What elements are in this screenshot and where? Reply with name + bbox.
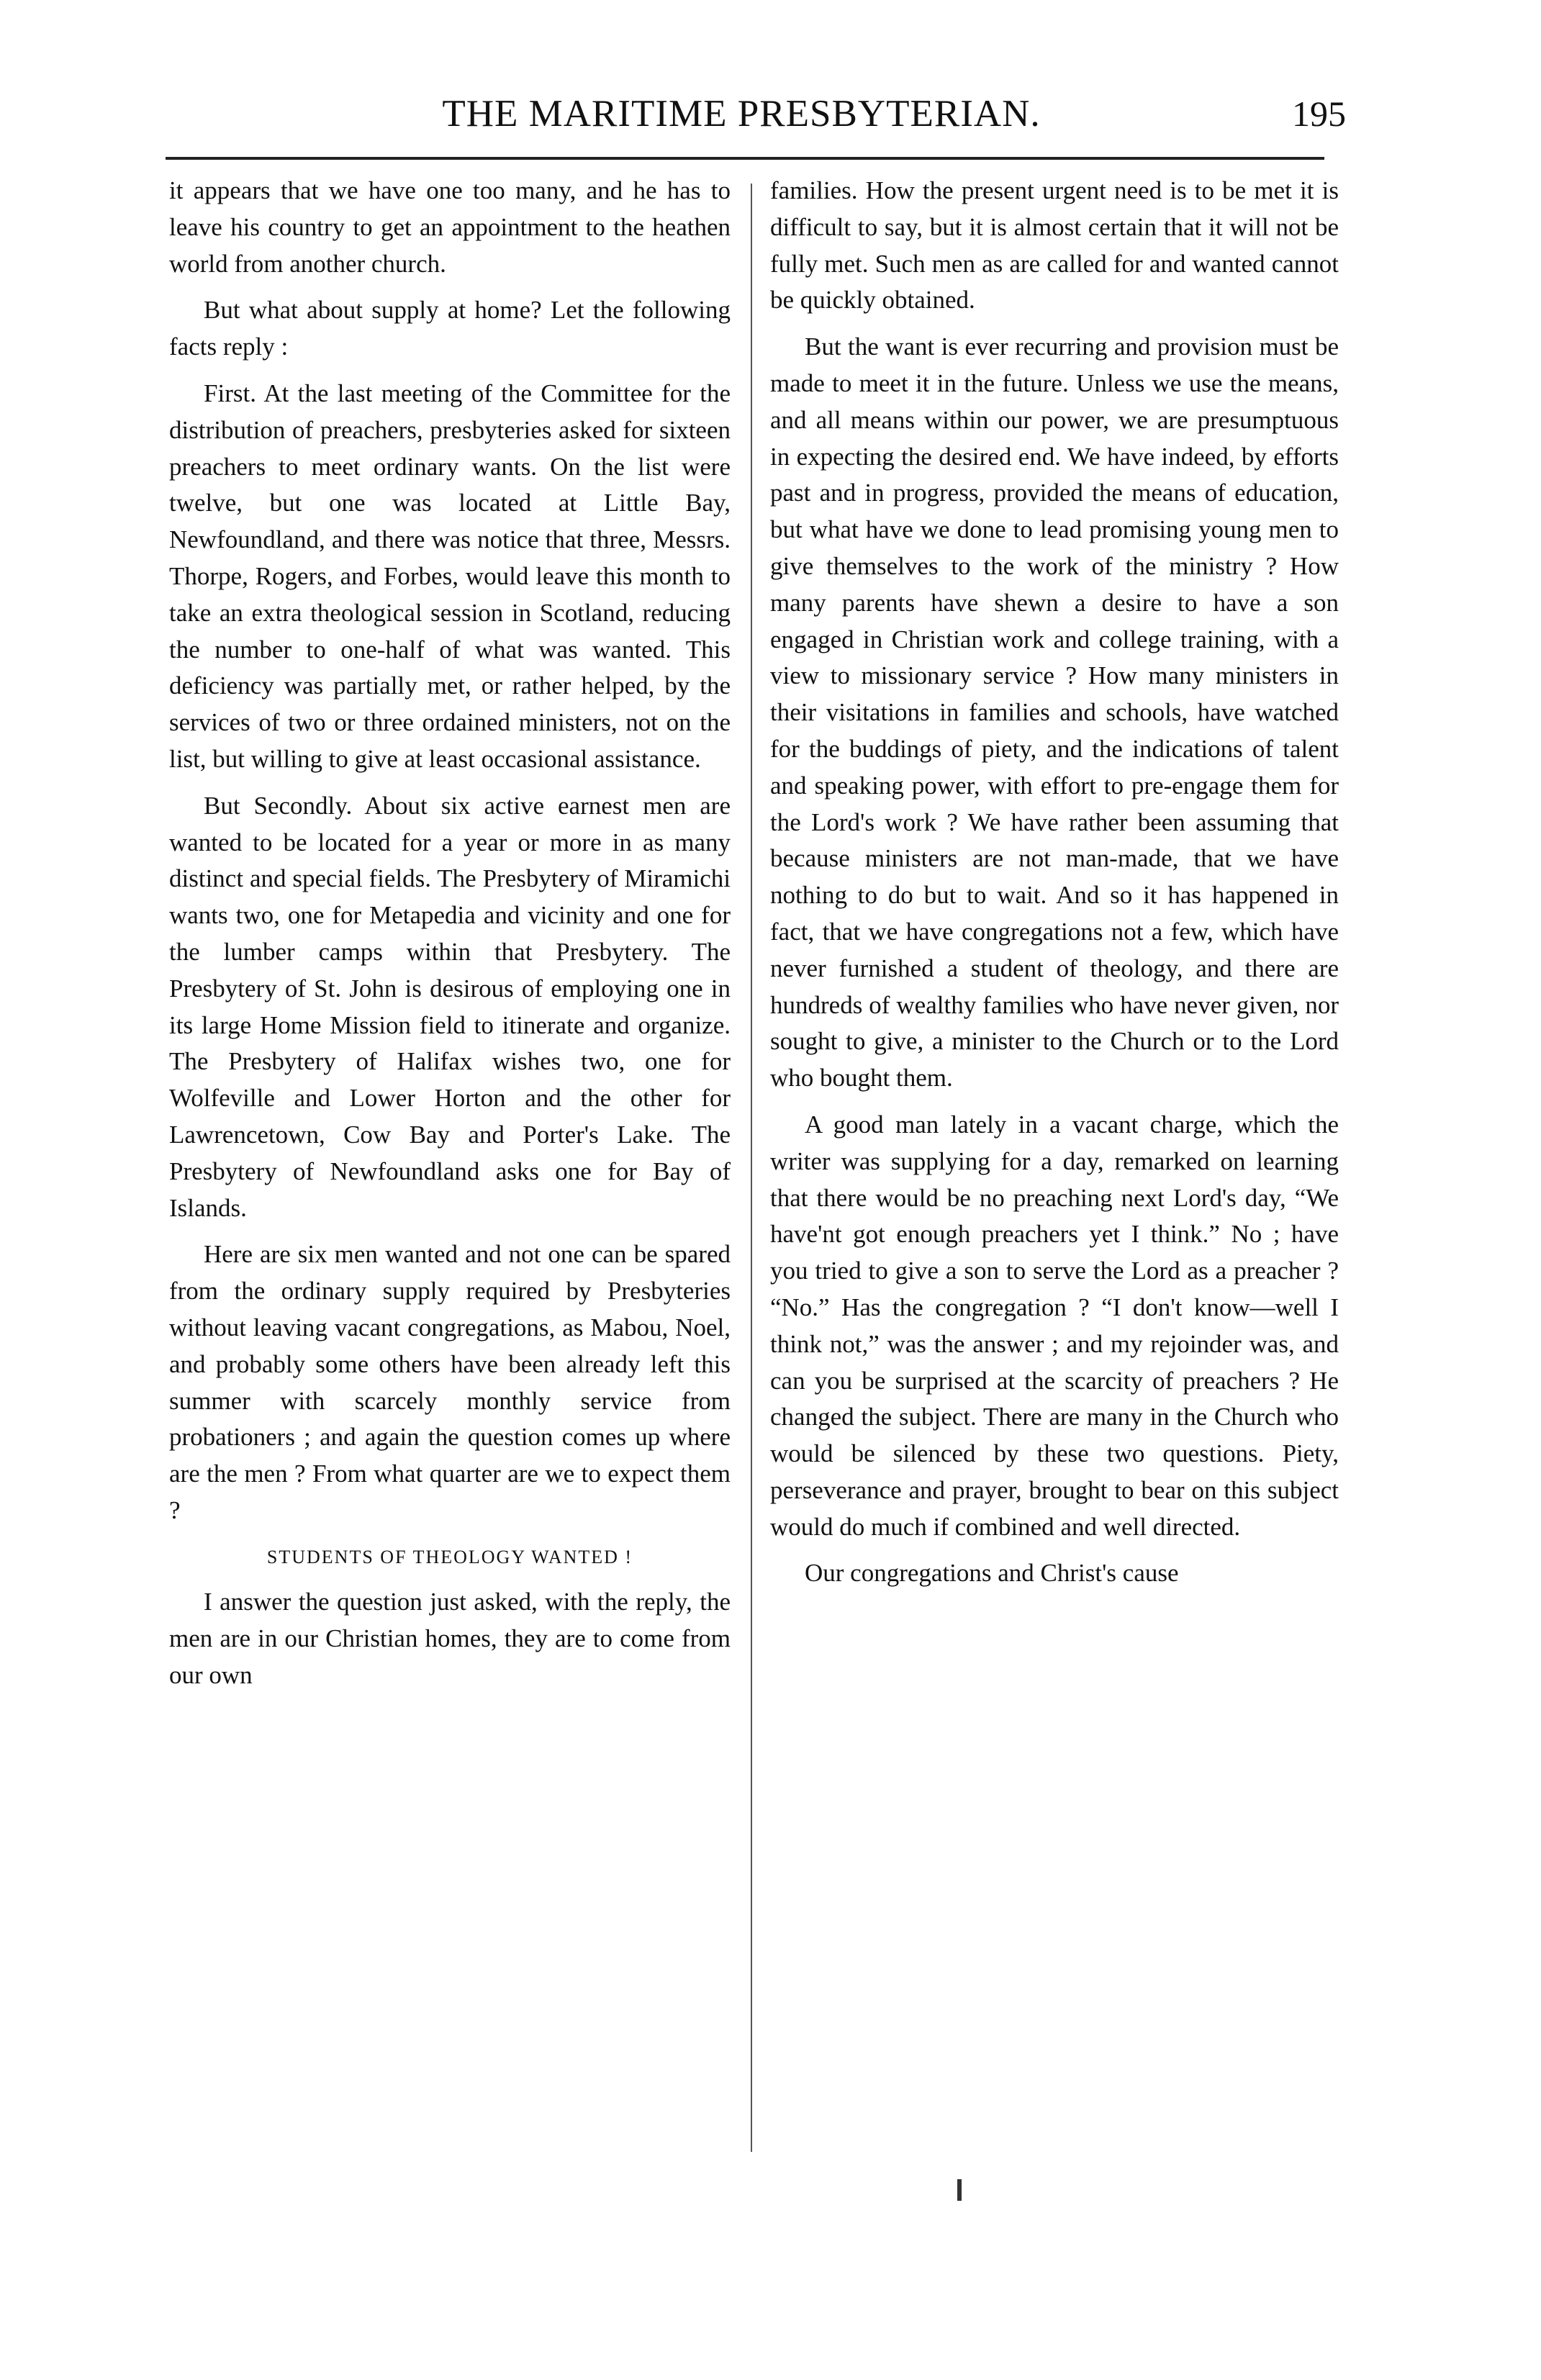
paragraph: I answer the question just asked, with the reply, the men are in our Christian homes, they are to come from our own xyxy=(169,1588,731,1690)
page-header xyxy=(166,85,1346,142)
running-title: THE MARITIME PRESBYTERIAN. xyxy=(442,93,1041,135)
left-column xyxy=(169,173,731,1704)
paragraph: But the want is ever recurring and provision must be made to meet it in the future. Unless we use the means, and all means within our power, we are presumptuous in expecting the desired end. We have indeed, by efforts past and in progress, provided the means of education, but what have we done to lead promising young men to give themselves to the work of the ministry ? How many parents have shewn a desire to have a son engaged in Christian work and college training, with a view to missionary service ? How many ministers in their visitations in families and schools, have watched for the buddings of piety, and the indications of talent and speaking power, with effort to pre-engage them for the Lord's work ? We have rather been assuming that because ministers are not man-made, that we have nothing to do but to wait. And so it has happened in fact, that we have congregations not a few, which have never furnished a student of theology, and there are hundreds of wealthy families who have never given, nor sought to give, a minister to the Church or to the Lord who bought them. xyxy=(770,332,1339,1092)
paragraph: Our congregations and Christ's cause xyxy=(805,1559,1179,1588)
paragraph: it appears that we have one too many, and he has to leave his country to get an appointment to the heathen world from another church. xyxy=(169,176,731,278)
header-rule xyxy=(166,157,1324,160)
paragraph: But Secondly. About six active earnest men are wanted to be located for a year or more in as many distinct and special fields. The Presbytery of Miramichi wants two, one for Metapedia and vicinity and one for the lumber camps within that Presbytery. The Presbytery of St. John is desirous of employing one in its large Home Mission field to itinerate and organize. The Presbytery of Halifax wishes two, one for Wolfeville and Lower Horton and the other for Lawrencetown, Cow Bay and Porter's Lake. The Presbytery of Newfoundland asks one for Bay of Islands. xyxy=(169,791,731,1222)
page-number: 195 xyxy=(1292,94,1346,134)
paragraph: families. How the present urgent need is to be met it is difficult to say, but it is almost certain that it will not be fully met. Such men as are called for and wanted cannot be quickly obtained. xyxy=(770,176,1339,315)
right-column xyxy=(770,173,1339,1602)
paragraph: First. At the last meeting of the Committee for the distribution of preachers, presbyteries asked for sixteen preachers to meet ordinary wants. On the list were twelve, but one was located at Little Bay, Newfoundland, and there was notice that three, Messrs. Thorpe, Rogers, and Forbes, would leave this month to take an extra theological session in Scotland, reducing the number to one-half of what was wanted. This deficiency was partially met, or rather helped, by the services of two or three ordained ministers, not on the list, but willing to give at least occasional assistance. xyxy=(169,379,731,773)
paragraph: A good man lately in a vacant charge, which the writer was supplying for a day, remarked on learning that there would be no preaching next Lord's day, “We have'nt got enough preachers yet I think.” No ; have you tried to give a son to serve the Lord as a preacher ? “No.” Has the congregation ? “I don't know—well I think not,” was the answer ; and my rejoinder was, and can you be surprised at the scarcity of preachers ? He changed the subject. There are many in the Church who would be silenced by these two questions. Piety, perseverance and prayer, brought to bear on this subject would do much if combined and well directed. xyxy=(770,1110,1339,1541)
section-heading: STUDENTS OF THEOLOGY WANTED ! xyxy=(266,1546,633,1567)
column-divider xyxy=(751,184,752,2152)
ink-mark xyxy=(957,2179,962,2201)
paragraph: But what about supply at home? Let the following facts reply : xyxy=(169,296,731,361)
paragraph: Here are six men wanted and not one can be spared from the ordinary supply required by Presbyteries without leaving vacant congregations, as Mabou, Noel, and probably some others have been already left this summer with scarcely monthly service from probationers ; and again the question comes up where are the men ? From what quarter are we to expect them ? xyxy=(169,1240,731,1524)
